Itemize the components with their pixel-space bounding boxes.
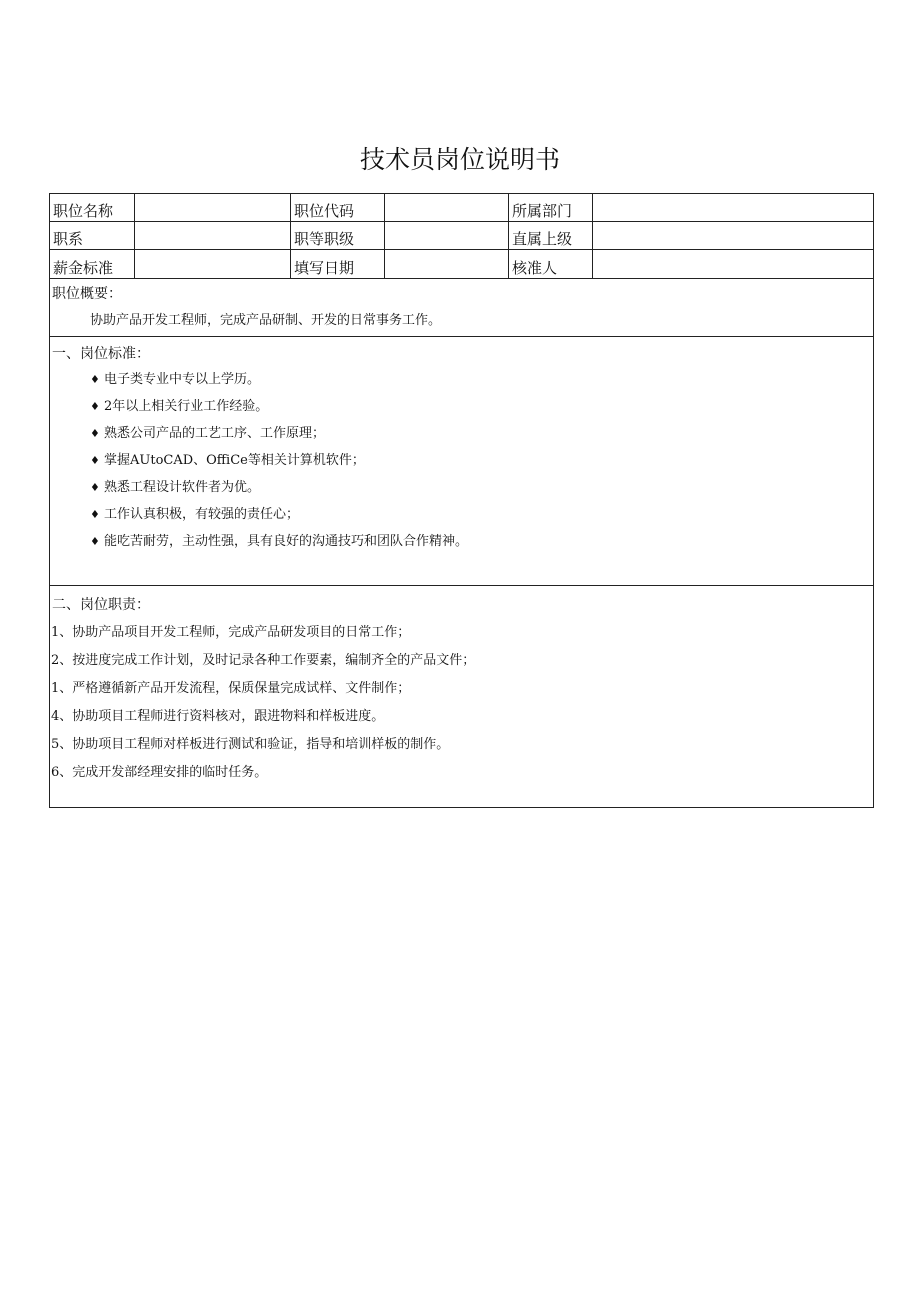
value-department[interactable] [593,194,874,222]
value-approver[interactable] [593,250,874,279]
diamond-bullet-icon: ♦ [90,400,100,413]
value-salary-standard[interactable] [135,250,291,279]
label-job-family: 职系 [50,222,135,250]
standard-text: 掌握AUtoCAD、OffiCe等相关计算机软件； [104,453,365,468]
value-direct-supervisor[interactable] [593,222,874,250]
diamond-bullet-icon: ♦ [90,373,100,386]
duties-list [50,624,873,792]
job-description-table [49,193,874,808]
list-item: 2、按进度完成工作计划，及时记录各种工作要素，编制齐全的产品文件； [51,653,476,668]
info-row-1 [50,194,874,222]
diamond-bullet-icon: ♦ [90,454,100,467]
list-item [90,506,873,533]
list-item [90,452,873,479]
duties-heading: 二、岗位职责： [52,597,150,613]
value-fill-date[interactable] [385,250,509,279]
label-fill-date: 填写日期 [291,250,385,279]
document-title: 技术员岗位说明书 [359,145,560,174]
list-item: 1、严格遵循新产品开发流程，保质保量完成试样、文件制作； [51,681,411,696]
diamond-bullet-icon: ♦ [90,508,100,521]
value-grade-level[interactable] [385,222,509,250]
overview-heading: 职位概要： [52,286,122,302]
info-row-3 [50,250,874,279]
overview-section [50,279,874,337]
label-grade-level: 职等职级 [291,222,385,250]
standards-row [50,337,874,586]
standard-text: 熟悉工程设计软件者为优。 [104,480,261,495]
standard-text: 能吃苦耐劳，主动性强，具有良好的沟通技巧和团队合作精神。 [104,534,469,549]
list-item: 1、协助产品项目开发工程师，完成产品研发项目的日常工作； [51,625,411,640]
standard-text: 电子类专业中专以上学历。 [104,372,261,387]
list-item [90,425,873,452]
info-row-2 [50,222,874,250]
label-approver: 核准人 [509,250,593,279]
value-job-family[interactable] [135,222,291,250]
standards-heading: 一、岗位标准： [52,346,150,362]
list-item: 5、协助项目工程师对样板进行测试和验证，指导和培训样板的制作。 [51,737,450,752]
standard-text: 工作认真积极，有较强的责任心； [104,507,300,522]
overview-text: 协助产品开发工程师，完成产品研制、开发的日常事务工作。 [90,313,442,328]
overview-row [50,279,874,337]
label-direct-supervisor: 直属上级 [509,222,593,250]
standard-text: 熟悉公司产品的工艺工序、工作原理； [104,426,326,441]
label-position-name: 职位名称 [50,194,135,222]
list-item [90,398,873,425]
list-item: 4、协助项目工程师进行资料核对，跟进物料和样板进度。 [51,709,385,724]
duties-section [50,586,874,808]
value-position-code[interactable] [385,194,509,222]
label-salary-standard: 薪金标准 [50,250,135,279]
standards-list [50,371,873,560]
label-position-code: 职位代码 [291,194,385,222]
list-item [90,479,873,506]
diamond-bullet-icon: ♦ [90,535,100,548]
standard-text: 2年以上相关行业工作经验。 [104,399,269,414]
label-department: 所属部门 [509,194,593,222]
value-position-name[interactable] [135,194,291,222]
diamond-bullet-icon: ♦ [90,481,100,494]
list-item [90,533,873,560]
duties-row [50,586,874,808]
diamond-bullet-icon: ♦ [90,427,100,440]
list-item [90,371,873,398]
list-item: 6、完成开发部经理安排的临时任务。 [51,765,268,780]
standards-section [50,337,874,586]
